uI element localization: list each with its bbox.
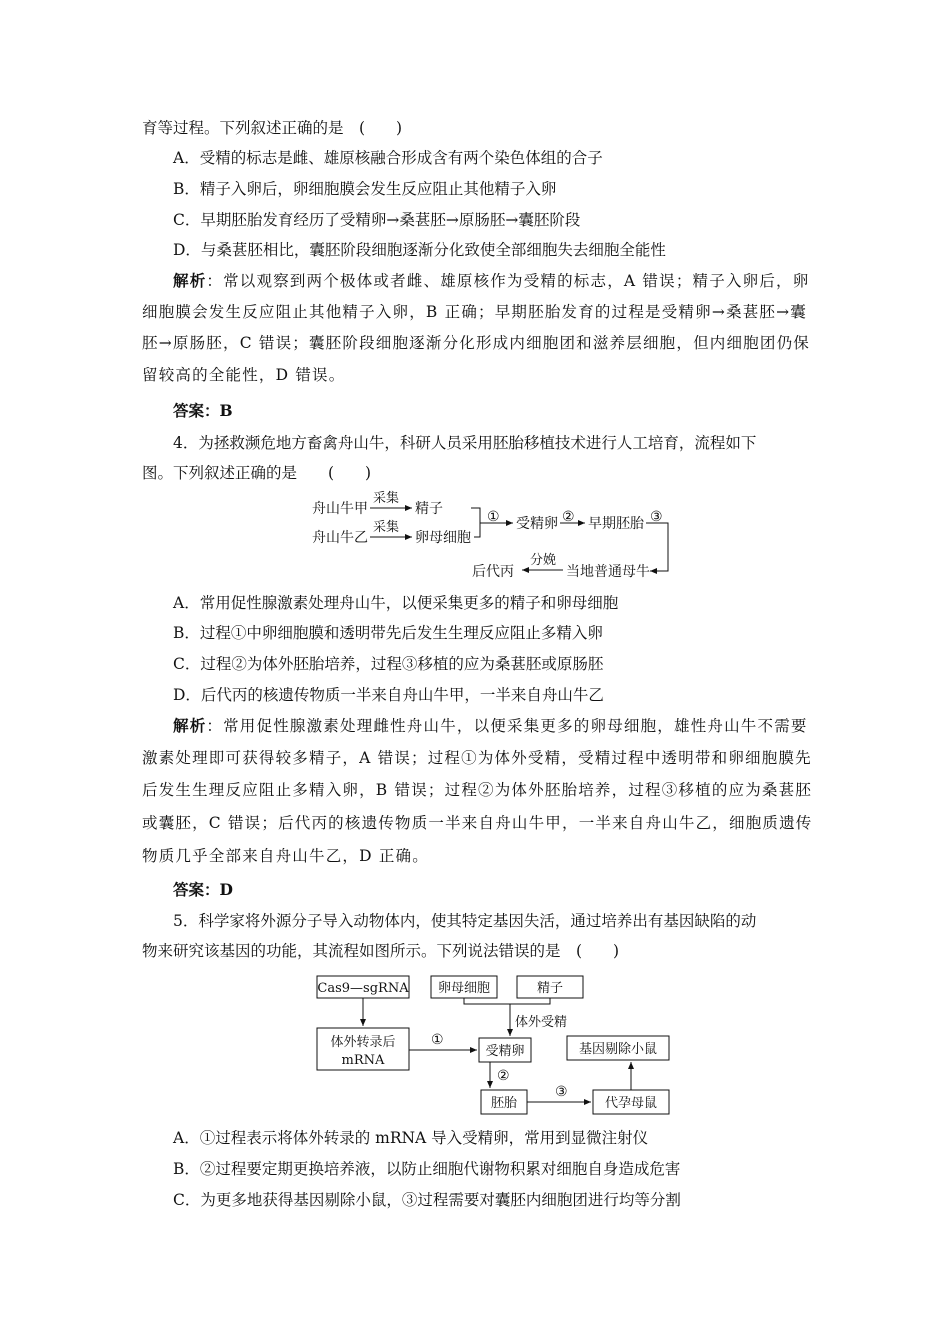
q4-option-a: A．常用促性腺激素处理舟山牛，以便采集更多的精子和卵母细胞 (173, 594, 619, 612)
mrna-label-line1: 体外转录后 (330, 1035, 396, 1050)
q4-analysis-line-3: 后发生生理反应阻止多精入卵，B 错误；过程②为体外胚胎培养，过程③移植的应为桑葚胚 (142, 781, 813, 799)
q4-option-d: D．后代丙的核遗传物质一半来自舟山牛甲，一半来自舟山牛乙 (173, 686, 604, 704)
oocyte-label: 卵母细胞 (415, 530, 471, 546)
q4-stem-line-1: 4．为拯救濒危地方畜禽舟山牛，科研人员采用胚胎移植技术进行人工培育，流程如下 (173, 434, 757, 452)
embryo-transfer-flow-diagram (300, 488, 680, 584)
step3-label: ③ (650, 509, 663, 525)
cas9-label: Cas9—sgRNA (317, 981, 409, 996)
step3-label: ③ (555, 1084, 568, 1100)
q3-option-a: A．受精的标志是雌、雄原核融合形成含有两个染色体组的合子 (173, 149, 603, 167)
sperm-label: 精子 (536, 981, 564, 996)
answer-label: 答案 (173, 880, 205, 899)
collect-label-1: 采集 (373, 491, 400, 506)
merge-bracket (471, 508, 480, 537)
analysis-label: 解析 (173, 716, 207, 735)
knockout-label: 基因剔除小鼠 (578, 1042, 658, 1057)
q5-option-c: C．为更多地获得基因剔除小鼠，③过程需要对囊胚内细胞团进行均等分割 (173, 1191, 681, 1209)
step2-label: ② (497, 1068, 510, 1084)
cow-b-label: 舟山牛乙 (312, 530, 368, 546)
q3-stem-tail: 育等过程。下列叙述正确的是 ( ) (142, 119, 403, 137)
embryo-label: 胚胎 (490, 1096, 518, 1111)
q5-option-b: B．②过程要定期更换培养液，以防止细胞代谢物积累对细胞自身造成危害 (173, 1160, 681, 1178)
q5-option-a: A．①过程表示将体外转录的 mRNA 导入受精卵，常用到显微注射仪 (173, 1129, 649, 1147)
surrogate-label: 代孕母鼠 (604, 1096, 658, 1111)
oocyte-label: 卵母细胞 (437, 981, 491, 996)
q3-option-d: D．与桑葚胚相比，囊胚阶段细胞逐渐分化致使全部细胞失去细胞全能性 (173, 241, 666, 259)
q4-analysis-line-4: 或囊胚，C 错误；后代丙的核遗传物质一半来自舟山牛甲，一半来自舟山牛乙，细胞质遗传 (142, 814, 813, 832)
fertilization-bracket (464, 998, 550, 1004)
analysis-label: 解析 (173, 271, 207, 290)
zygote-label: 受精卵 (516, 516, 558, 532)
zygote-label: 受精卵 (485, 1044, 525, 1059)
surrogate-label: 当地普通母牛 (566, 564, 650, 580)
q4-analysis-line-5: 物质几乎全部来自舟山牛乙，D 正确。 (142, 847, 429, 865)
q3-analysis-line-2: 细胞膜会发生反应阻止其他精子入卵，B 正确；早期胚胎发育的过程是受精卵→桑葚胚→囊 (142, 303, 807, 321)
mrna-label-line2: mRNA (341, 1053, 385, 1068)
step1-label: ① (487, 509, 500, 525)
q3-analysis-line-1: 解析：常以观察到两个极体或者雌、雄原核作为受精的标志，A 错误；精子入卵后，卵 (173, 271, 810, 290)
step1-label: ① (431, 1032, 444, 1048)
collect-label-2: 采集 (373, 520, 400, 535)
q4-analysis-line-1: 解析：常用促性腺激素处理雌性舟山牛，以便采集更多的卵母细胞，雄性舟山牛不需要 (173, 716, 808, 735)
q3-analysis-line-3: 胚→原肠胚，C 错误；囊胚阶段细胞逐渐分化形成内细胞团和滋养层细胞，但内细胞团仍保 (142, 334, 810, 352)
gene-knockout-flow-diagram (305, 968, 680, 1118)
offspring-label: 后代丙 (472, 564, 514, 580)
sperm-label: 精子 (415, 501, 443, 517)
birth-label: 分娩 (530, 553, 557, 568)
early-embryo-label: 早期胚胎 (588, 516, 644, 532)
cow-a-label: 舟山牛甲 (312, 501, 368, 517)
answer-label: 答案 (173, 401, 205, 420)
q3-option-b: B．精子入卵后，卵细胞膜会发生反应阻止其他精子入卵 (173, 180, 557, 198)
q4-answer: 答案：D (173, 880, 233, 899)
q5-stem-line-2: 物来研究该基因的功能，其流程如图所示。下列说法错误的是 ( ) (142, 942, 620, 960)
q4-option-b: B．过程①中卵细胞膜和透明带先后发生生理反应阻止多精入卵 (173, 624, 603, 642)
q4-option-c: C．过程②为体外胚胎培养，过程③移植的应为桑葚胚或原肠胚 (173, 655, 604, 673)
step2-label: ② (562, 509, 575, 525)
q3-option-c: C．早期胚胎发育经历了受精卵→桑葚胚→原肠胚→囊胚阶段 (173, 211, 581, 229)
q4-analysis-line-2: 激素处理即可获得较多精子，A 错误；过程①为体外受精，受精过程中透明带和卵细胞膜先 (142, 749, 812, 767)
ivf-label: 体外受精 (515, 1015, 568, 1030)
q3-answer: 答案：B (173, 401, 233, 420)
q5-stem-line-1: 5．科学家将外源分子导入动物体内，使其特定基因失活，通过培养出有基因缺陷的动 (173, 912, 757, 930)
q3-analysis-line-4: 留较高的全能性，D 错误。 (142, 366, 346, 384)
q4-stem-line-2: 图。下列叙述正确的是 ( ) (142, 464, 372, 482)
